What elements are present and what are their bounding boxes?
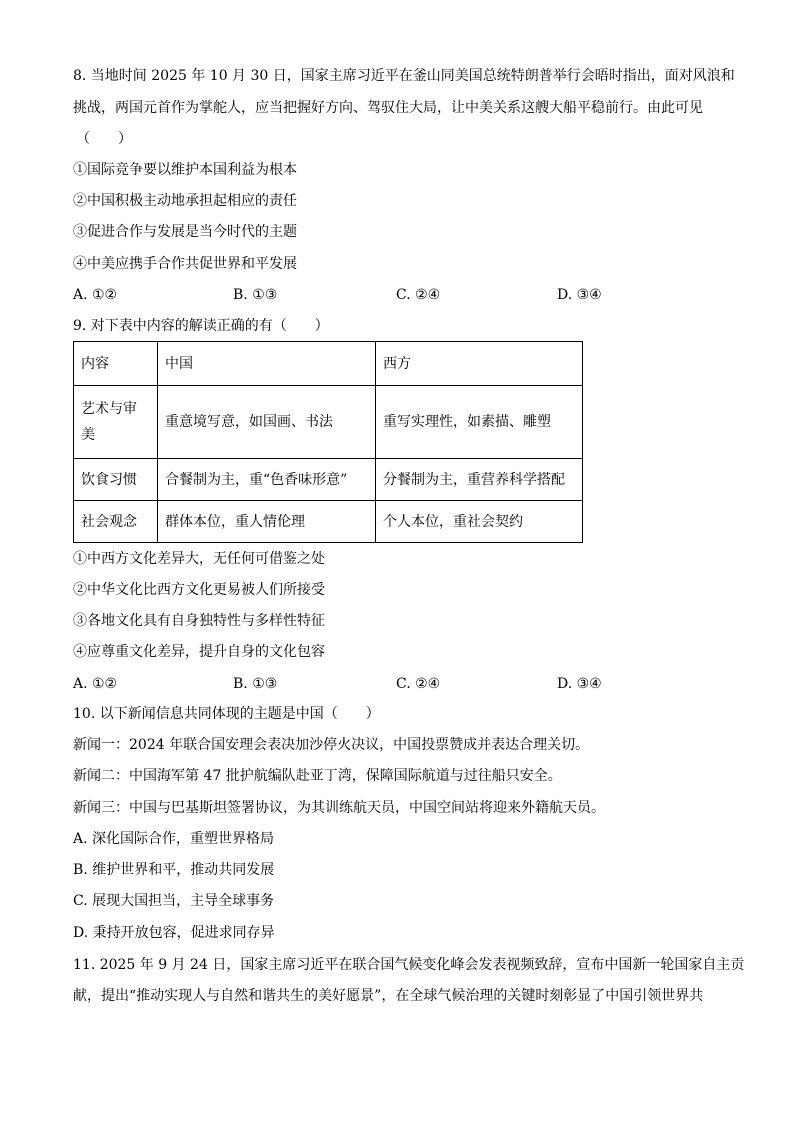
table-cell: 合餐制为主，重“色香味形意” [158,459,376,501]
q10-option-a: A. 深化国际合作，重塑世界格局 [73,831,275,847]
q11-stem-line-2: 献，提出“推动实现人与自然和谐共生的美好愿景”，在全球气候治理的关键时刻彰显了中国引领世界共 [73,988,704,1004]
q9-option-a: A. ①② [73,676,118,692]
table-header-cell: 内容 [74,342,158,386]
q10-news-1: 新闻一：2024 年联合国安理会表决加沙停火决议，中国投票赞成并表达合理关切。 [73,737,590,753]
table-cell: 分餐制为主，重营养科学搭配 [376,459,583,501]
q8-option-c: C. ②④ [396,287,441,303]
culture-comparison-table [73,341,583,543]
table-cell: 重意境写意，如国画、书法 [158,386,376,459]
table-row [74,459,583,501]
q9-stem: 9. 对下表中内容的解读正确的有（ ） [73,318,329,334]
q8-option-a: A. ①② [73,287,118,303]
q10-news-3: 新闻三：中国与巴基斯坦签署协议，为其训练航天员，中国空间站将迎来外籍航天员。 [73,800,605,816]
q9-option-b: B. ①③ [233,676,278,692]
table-cell: 重写实理性，如素描、雕塑 [376,386,583,459]
q9-statement-3: ③各地文化具有自身独特性与多样性特征 [73,613,325,629]
q10-option-b: B. 维护世界和平，推动共同发展 [73,862,275,878]
q11-stem-line-1: 11. 2025 年 9 月 24 日，国家主席习近平在联合国气候变化峰会发表视频致辞，宣布中国新一轮国家自主贡 [73,957,745,973]
q9-option-d: D. ③④ [557,676,602,692]
table-cell: 群体本位，重人情伦理 [158,501,376,543]
table-cell: 饮食习惯 [74,459,158,501]
q8-statement-4: ④中美应携手合作共促世界和平发展 [73,256,297,272]
q10-option-d: D. 秉持开放包容，促进求同存异 [73,925,275,941]
q8-option-d: D. ③④ [557,287,602,303]
table-cell: 社会观念 [74,501,158,543]
table-row [74,386,583,459]
q9-statement-2: ②中华文化比西方文化更易被人们所接受 [73,582,325,598]
q9-statement-4: ④应尊重文化差异，提升自身的文化包容 [73,644,325,660]
q10-stem: 10. 以下新闻信息共同体现的主题是中国（ ） [73,706,380,722]
q9-option-c: C. ②④ [396,676,441,692]
table-header-cell: 中国 [158,342,376,386]
q8-stem-line-2: 挑战，两国元首作为掌舵人，应当把握好方向、驾驭住大局，让中美关系这艘大船平稳前行。由此可见 [73,100,703,116]
table-cell: 个人本位，重社会契约 [376,501,583,543]
table-row [74,501,583,543]
table-cell: 艺术与审美 [74,386,158,459]
q8-option-b: B. ①③ [233,287,278,303]
q8-statement-1: ①国际竞争要以维护本国利益为根本 [73,162,297,178]
table-header-row [74,342,583,386]
q10-news-2: 新闻二：中国海军第 47 批护航编队赴亚丁湾，保障国际航道与过往船只安全。 [73,768,562,784]
q9-statement-1: ①中西方文化差异大，无任何可借鉴之处 [73,551,325,567]
q8-statement-2: ②中国积极主动地承担起相应的责任 [73,193,297,209]
q8-stem-line-1: 8. 当地时间 2025 年 10 月 30 日，国家主席习近平在釜山同美国总统特朗普举行会晤时指出，面对风浪和 [73,68,735,84]
q8-answer-blank: （ ） [76,131,132,147]
q8-statement-3: ③促进合作与发展是当今时代的主题 [73,224,297,240]
table-header-cell: 西方 [376,342,583,386]
q10-option-c: C. 展现大国担当，主导全球事务 [73,893,275,909]
